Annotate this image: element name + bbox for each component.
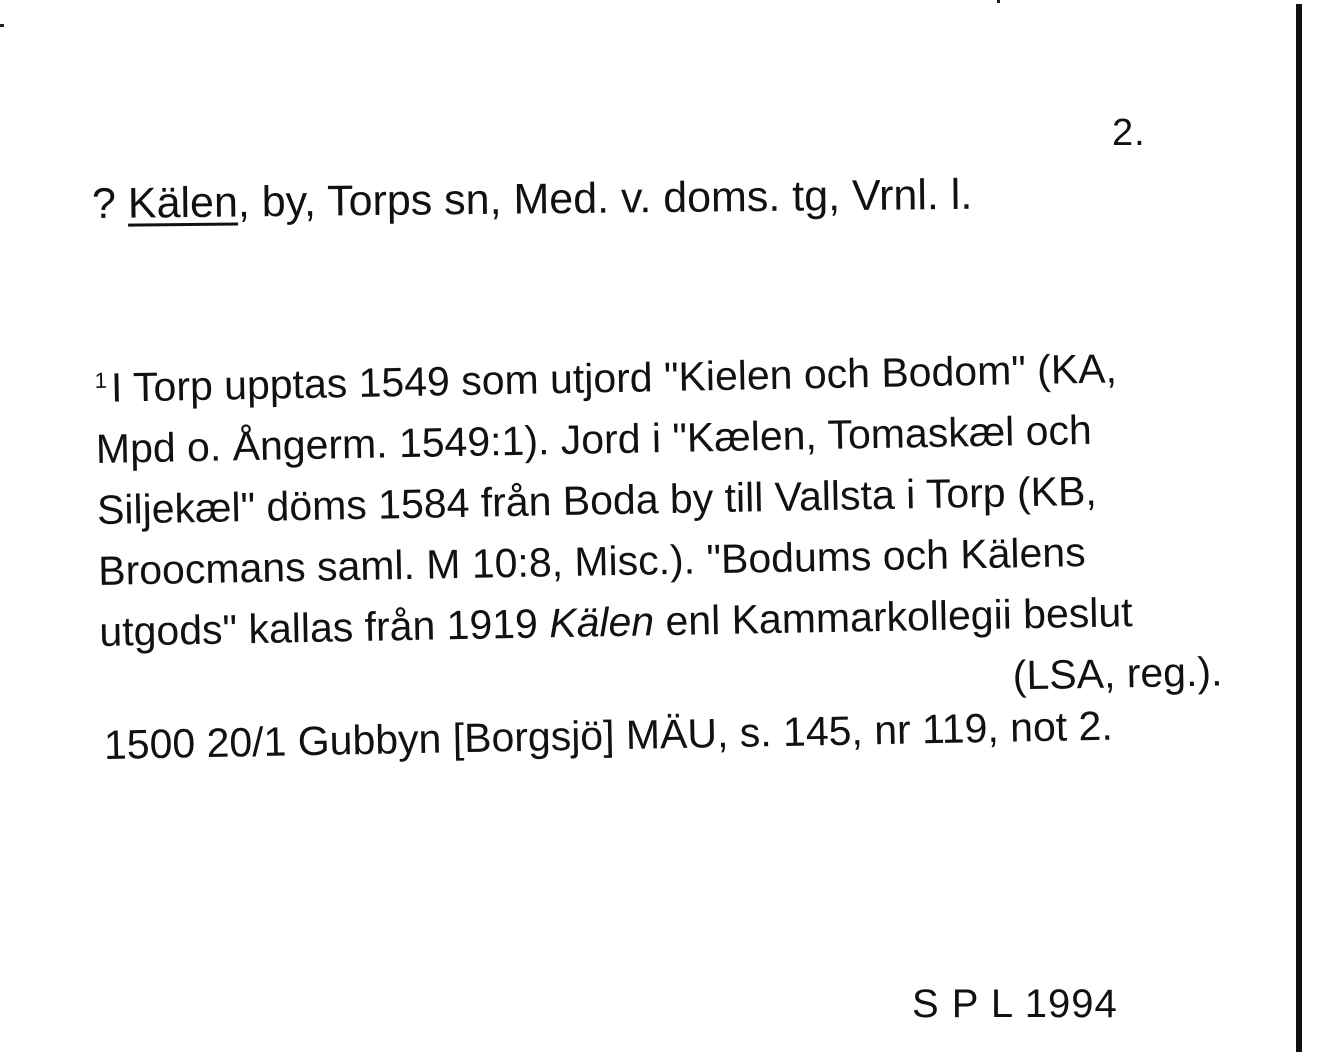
footnote-line: Mpd o. Ångerm. 1549:1). Jord i "Kælen, Tomaskæl och [95,406,1093,472]
footnote-text: utgods" kallas från 1919 [98,600,550,655]
footnote-text: enl Kammarkollegii beslut [653,589,1133,645]
scan-speck [0,24,4,27]
card-edge-rule [1296,4,1302,1052]
footnote-text: I Torp upptas 1549 som utjord "Kielen och Bodom" (KA, [110,345,1118,411]
source-reference: 1500 20/1 Gubbyn [Borgsjö] MÄU, s. 145, nr 119, not 2. [103,702,1114,768]
signature: S P L 1994 [912,982,1118,1026]
footnote-line: Siljekæl" döms 1584 från Boda by till Vallsta i Torp (KB, [96,467,1098,533]
scan-speck [997,0,1000,3]
entry-heading [92,171,973,229]
heading-details: , by, Torps sn, Med. v. doms. tg, Vrnl. l. [237,170,973,227]
footnote-mark: 1 [94,367,108,393]
footnote [94,328,1231,724]
uncertainty-mark: ? [91,179,117,228]
footnote-line: Broocmans saml. M 10:8, Misc.). "Bodums och Kälens [97,529,1087,594]
footnote-line: (LSA, reg.). [1012,648,1223,699]
page-number: 2. [1112,112,1146,154]
italic-place-name: Kälen [548,598,655,647]
place-name: Kälen [127,178,239,228]
